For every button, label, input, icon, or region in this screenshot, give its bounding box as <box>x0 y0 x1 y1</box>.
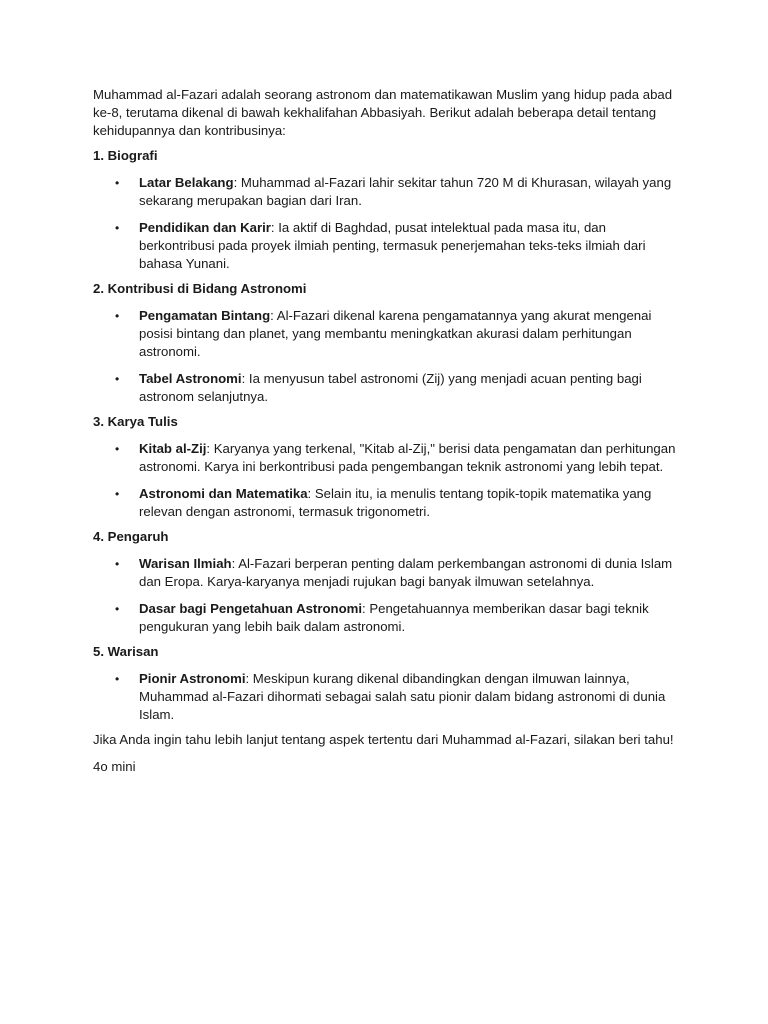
list-item <box>93 370 683 406</box>
item-term: Pionir Astronomi <box>139 671 246 686</box>
bullet-icon: • <box>115 176 120 190</box>
item-term: Pengamatan Bintang <box>139 308 271 323</box>
bullet-list <box>93 440 683 521</box>
list-item <box>93 600 683 636</box>
item-term: Warisan Ilmiah <box>139 556 232 571</box>
item-text: : Karyanya yang terkenal, "Kitab al-Zij," berisi data pengamatan dan perhitungan astronomi. Karya ini berkontribusi pada pengembangan teknik astronomi yang lebih tepat. <box>139 441 676 474</box>
model-label: 4o mini <box>93 759 136 774</box>
bullet-list <box>93 307 683 406</box>
bullet-list <box>93 670 683 724</box>
list-item <box>93 307 683 361</box>
bullet-icon: • <box>115 557 120 571</box>
list-item <box>93 174 683 210</box>
item-term: Pendidikan dan Karir <box>139 220 271 235</box>
section-heading: 1. Biografi <box>93 148 158 163</box>
list-item <box>93 440 683 476</box>
section-heading: 2. Kontribusi di Bidang Astronomi <box>93 281 307 296</box>
item-term: Astronomi dan Matematika <box>139 486 308 501</box>
bullet-icon: • <box>115 442 120 456</box>
list-item <box>93 555 683 591</box>
item-term: Tabel Astronomi <box>139 371 242 386</box>
section-2 <box>93 280 683 406</box>
document-body <box>93 86 683 776</box>
item-text: : Muhammad al-Fazari lahir sekitar tahun 720 M di Khurasan, wilayah yang sekarang merupakan bagian dari Iran. <box>139 175 672 208</box>
bullet-icon: • <box>115 602 120 616</box>
item-text: : Selain itu, ia menulis tentang topik-topik matematika yang relevan dengan astronomi, termasuk trigonometri. <box>139 486 652 519</box>
item-term: Latar Belakang <box>139 175 234 190</box>
section-3 <box>93 413 683 521</box>
section-5 <box>93 643 683 724</box>
bullet-icon: • <box>115 672 120 686</box>
item-term: Kitab al-Zij <box>139 441 207 456</box>
item-text: : Al-Fazari berperan penting dalam perkembangan astronomi di dunia Islam dan Eropa. Karya-karyanya menjadi rujukan bagi banyak ilmuwan setelahnya. <box>139 556 673 589</box>
item-term: Dasar bagi Pengetahuan Astronomi <box>139 601 363 616</box>
bullet-list <box>93 555 683 636</box>
item-text: : Ia aktif di Baghdad, pusat intelektual pada masa itu, dan berkontribusi pada proyek ilmiah penting, termasuk penerjemahan teks-teks ilmiah dari bahasa Yunani. <box>139 220 646 271</box>
section-heading: 5. Warisan <box>93 644 159 659</box>
section-heading: 4. Pengaruh <box>93 529 169 544</box>
closing-paragraph: Jika Anda ingin tahu lebih lanjut tentang aspek tertentu dari Muhammad al-Fazari, silakan beri tahu! <box>93 732 674 747</box>
intro-paragraph: Muhammad al-Fazari adalah seorang astronom dan matematikawan Muslim yang hidup pada abad ke-8, terutama dikenal di bawah kekhalifahan Abbasiyah. Berikut adalah beberapa detail tentang kehidupannya dan kontribusinya: <box>93 87 673 138</box>
item-text: : Al-Fazari dikenal karena pengamatannya yang akurat mengenai posisi bintang dan planet, yang membantu meningkatkan akurasi dalam perhitungan astronomi. <box>139 308 652 359</box>
section-1 <box>93 147 683 273</box>
section-heading: 3. Karya Tulis <box>93 414 178 429</box>
section-4 <box>93 528 683 636</box>
bullet-icon: • <box>115 309 120 323</box>
list-item <box>93 670 683 724</box>
bullet-icon: • <box>115 372 120 386</box>
item-text: : Pengetahuannya memberikan dasar bagi teknik pengukuran yang lebih baik dalam astronomi. <box>139 601 649 634</box>
item-text: : Ia menyusun tabel astronomi (Zij) yang menjadi acuan penting bagi astronom selanjutnya. <box>139 371 642 404</box>
list-item <box>93 219 683 273</box>
item-text: : Meskipun kurang dikenal dibandingkan dengan ilmuwan lainnya, Muhammad al-Fazari dihormati sebagai salah satu pionir dalam bidang astronomi di dunia Islam. <box>139 671 666 722</box>
bullet-icon: • <box>115 487 120 501</box>
bullet-icon: • <box>115 221 120 235</box>
bullet-list <box>93 174 683 273</box>
list-item <box>93 485 683 521</box>
